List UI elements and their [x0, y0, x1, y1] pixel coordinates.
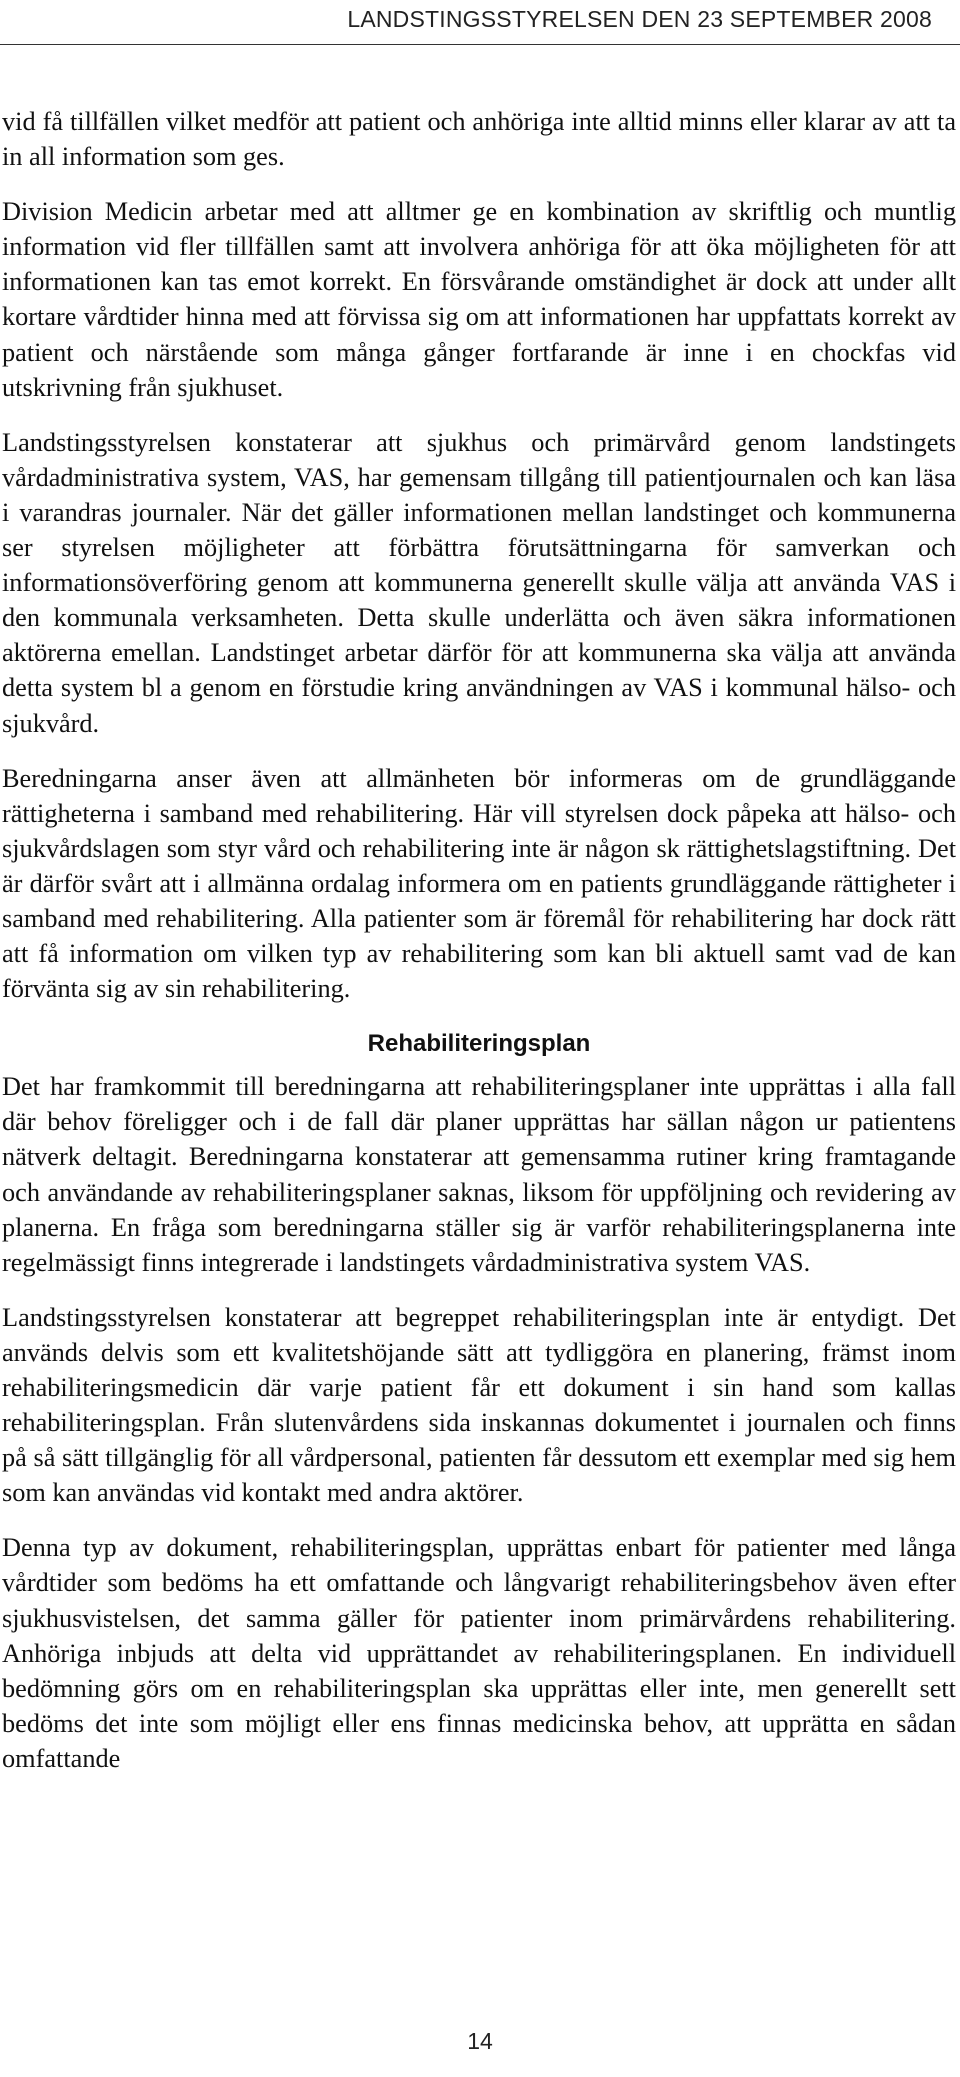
section-paragraph-2: Landstingsstyrelsen konstaterar att begreppet rehabiliteringsplan inte är entydigt. Det används delvis som ett kvalitetshöjande sätt att tydliggöra en planering, främst inom rehabiliteringsmedicin där varje patient får ett dokument i sin hand som kallas rehabiliteringsplan. Från slutenvårdens sida inskannas dokumentet i journalen och finns på så sätt tillgänglig för all vårdpersonal, patienten får dessutom ett exemplar med sig hem som kan användas vid kontakt med andra aktörer.	[2, 1302, 956, 1508]
section-paragraph-3: Denna typ av dokument, rehabiliteringsplan, upprättas enbart för patienter med långa vårdtider som bedöms ha ett omfattande och långvarigt rehabiliteringsbehov även efter sjukhusvistelsen, det samma gäller för patienter inom primärvårdens rehabilitering. Anhöriga inbjuds att delta vid upprättandet av rehabiliteringsplanen. En individuell bedömning görs om en rehabiliteringsplan ska upprättas eller inte, men generellt sett bedöms det inte som möjligt eller ens finnas medicinska behov, att upprätta en sådan omfattande	[2, 1533, 956, 1773]
page-header	[0, 4, 960, 48]
document-body	[2, 104, 956, 1796]
paragraph-2: Division Medicin arbetar med att alltmer ge en kombination av skriftlig och muntlig information vid fler tillfällen samt att involvera anhöriga för att öka möjligheten för att informationen kan tas emot korrekt. En försvårande omständighet är dock att under allt kortare vårdtider hinna med att förvissa sig om att informationen har uppfattats korrekt av patient och närstående som många gånger fortfarande är inne i en chockfas vid utskrivning från sjukhuset.	[2, 197, 956, 402]
section-heading: Rehabiliteringsplan	[367, 1030, 591, 1058]
paragraph-4: Beredningarna anser även att allmänheten bör informeras om de grundläggande rättigheterna i samband med rehabilitering. Här vill styrelsen dock påpeka att hälso- och sjukvårdslagen som styr vård och rehabilitering inte är någon sk rättighetslagstiftning. Det är därför svårt att i allmänna ordalag informera om en patients grundläggande rättigheter i samband med rehabilitering. Alla patienter som är föremål för rehabilitering har dock rätt att få information om vilken typ av rehabilitering som kan bli aktuell samt vad de kan förvänta sig av sin rehabilitering.	[2, 763, 956, 1004]
section-paragraph-1: Det har framkommit till beredningarna att rehabiliteringsplaner inte upprättas i alla fall där behov föreligger och i de fall där planer upprättas har sällan någon ur patientens nätverk deltagit. Beredningarna konstaterar att gemensamma rutiner kring framtagande och användande av rehabiliteringsplaner saknas, liksom för uppföljning och revidering av planerna. En fråga som beredningarna ställer sig är varför rehabiliteringsplanerna inte regelmässigt finns integrerade i landstingets vårdadministrativa system VAS.	[2, 1072, 956, 1277]
page-number: 14	[467, 2028, 493, 2054]
header-title: LANDSTINGSSTYRELSEN DEN 23 SEPTEMBER 2008	[347, 6, 932, 32]
paragraph-3: Landstingsstyrelsen konstaterar att sjukhus och primärvård genom landstingets vårdadministrativa system, VAS, har gemensam tillgång till patientjournalen och kan läsa i varandras journaler. När det gäller informationen mellan landstinget och kommunerna ser styrelsen möjligheter att förbättra förutsättningarna för samverkan och informationsöverföring genom att kommunerna generellt skulle välja att använda VAS i den kommunala verksamheten. Detta skulle underlätta och även säkra informationen aktörerna emellan. Landstinget arbetar därför för att kommunerna ska välja att använda detta system bl a genom en förstudie kring användningen av VAS i kommunal hälso- och sjukvård.	[2, 427, 956, 738]
paragraph-1: vid få tillfällen vilket medför att patient och anhöriga inte alltid minns eller klarar av att ta in all information som ges.	[2, 107, 956, 172]
header-divider	[0, 44, 960, 45]
